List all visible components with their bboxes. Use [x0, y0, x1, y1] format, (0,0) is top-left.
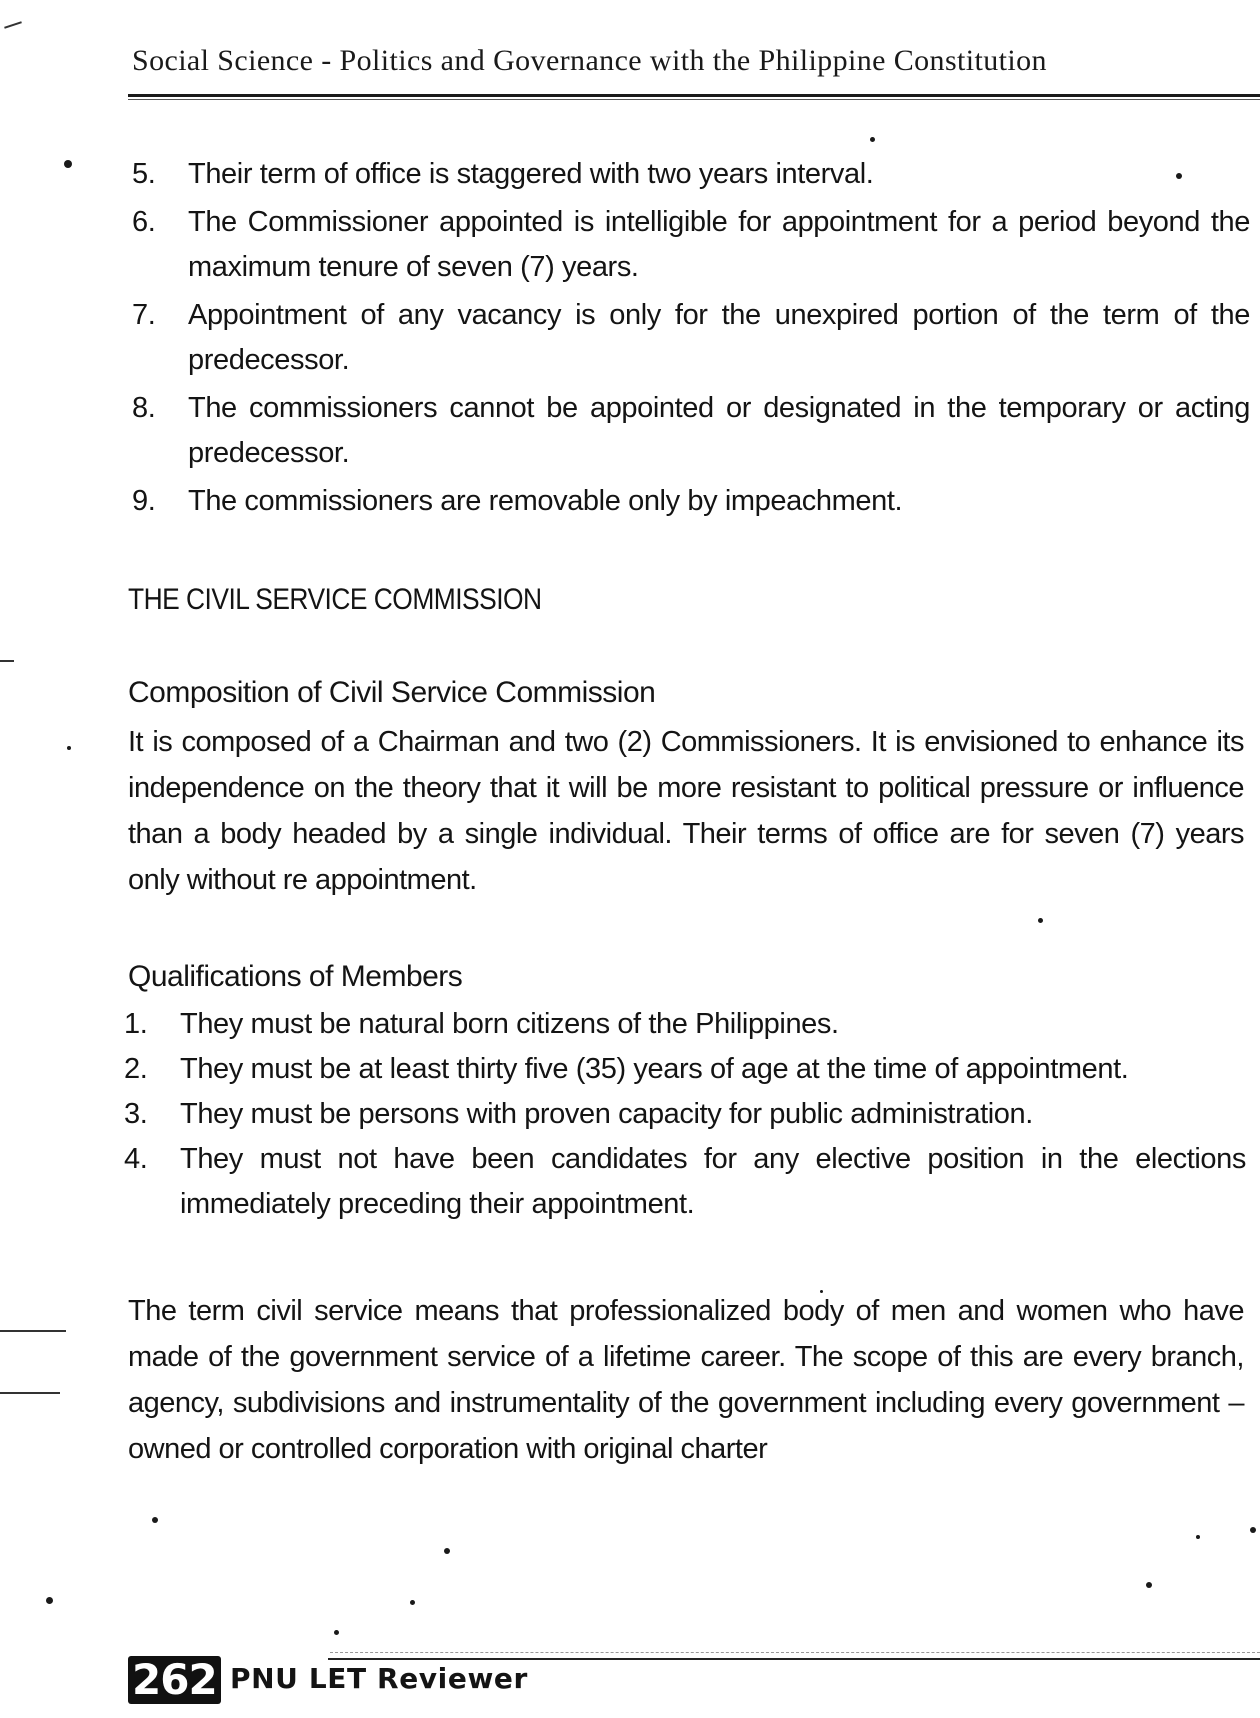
- list-item: [132, 152, 1250, 197]
- scan-speck: [46, 1597, 53, 1604]
- list-item-number: 1.: [124, 1008, 148, 1040]
- page-number-badge: 262: [128, 1656, 221, 1704]
- list-item: [132, 293, 1250, 383]
- scan-speck: [410, 1600, 415, 1605]
- list-item-text: The commissioners are removable only by impeachment.: [188, 485, 903, 517]
- list-item: [132, 200, 1250, 290]
- scan-speck: [1196, 1535, 1200, 1539]
- civil-service-definition-paragraph: The term civil service means that professionalized body of men and women who have made of the government service of a lifetime career. The scope of this are every branch, agency, subdivisions and instrumentality of the government including every government –owned or controlled corporation with original charter: [128, 1295, 1244, 1465]
- footer-rule-dashed: [330, 1652, 1260, 1653]
- scan-speck: [152, 1517, 158, 1523]
- list-item-text: They must be at least thirty five (35) years of age at the time of appointment.: [180, 1053, 1129, 1085]
- list-item: [132, 386, 1250, 476]
- list-item-number: 8.: [132, 392, 156, 424]
- running-header: Social Science - Politics and Governance with the Philippine Constitution: [132, 44, 1047, 77]
- list-item: [132, 479, 1250, 524]
- margin-mark: [0, 1392, 60, 1394]
- composition-heading: Composition of Civil Service Commission: [128, 676, 656, 709]
- footer-rule: [328, 1658, 1260, 1660]
- list-item-number: 3.: [124, 1098, 148, 1130]
- list-item-text: They must be natural born citizens of the Philippines.: [180, 1008, 839, 1040]
- list-item-number: 9.: [132, 485, 156, 517]
- margin-mark: [0, 1330, 66, 1332]
- list-item: [124, 1092, 1246, 1137]
- list-item: [124, 1002, 1246, 1047]
- list-item-number: 5.: [132, 158, 156, 190]
- list-item-text: Their term of office is staggered with two years interval.: [188, 158, 874, 190]
- scan-speck: [1146, 1582, 1152, 1588]
- scan-speck: [444, 1548, 450, 1554]
- list-item: [124, 1047, 1246, 1092]
- composition-paragraph: It is composed of a Chairman and two (2) Commissioners. It is envisioned to enhance its independence on the theory that it will be more resistant to political pressure or influence than a body headed by a single individual. Their terms of office are for seven (7) years only without re appointment.: [128, 726, 1244, 896]
- list-item: [124, 1137, 1246, 1227]
- scan-speck: [64, 160, 72, 168]
- list-item-text: The Commissioner appointed is intelligible for appointment for a period beyond the maximum tenure of seven (7) years.: [188, 206, 1250, 283]
- list-item-number: 4.: [124, 1143, 148, 1175]
- footer-title: PNU LET Reviewer: [230, 1662, 528, 1695]
- scan-speck: [1038, 918, 1043, 923]
- margin-mark: [0, 660, 14, 662]
- scan-speck: [67, 746, 71, 750]
- list-item-number: 6.: [132, 206, 156, 238]
- scan-speck: [1176, 173, 1182, 179]
- section-title: THE CIVIL SERVICE COMMISSION: [128, 583, 542, 616]
- qualifications-heading: Qualifications of Members: [128, 960, 463, 993]
- qualifications-list: [124, 1002, 1246, 1227]
- list-item-text: They must not have been candidates for any elective position in the elections immediately preceding their appointment.: [180, 1143, 1246, 1220]
- list-item-number: 7.: [132, 299, 156, 331]
- scan-speck: [820, 1290, 823, 1293]
- scan-speck: [1250, 1527, 1256, 1533]
- commission-features-list: [132, 152, 1250, 524]
- scan-speck: [334, 1630, 339, 1635]
- list-item-text: They must be persons with proven capacity for public administration.: [180, 1098, 1033, 1130]
- list-item-number: 2.: [124, 1053, 148, 1085]
- list-item-text: The commissioners cannot be appointed or designated in the temporary or acting predecessor.: [188, 392, 1250, 469]
- list-item-text: Appointment of any vacancy is only for the unexpired portion of the term of the predecessor.: [188, 299, 1250, 376]
- scan-speck: [870, 137, 875, 142]
